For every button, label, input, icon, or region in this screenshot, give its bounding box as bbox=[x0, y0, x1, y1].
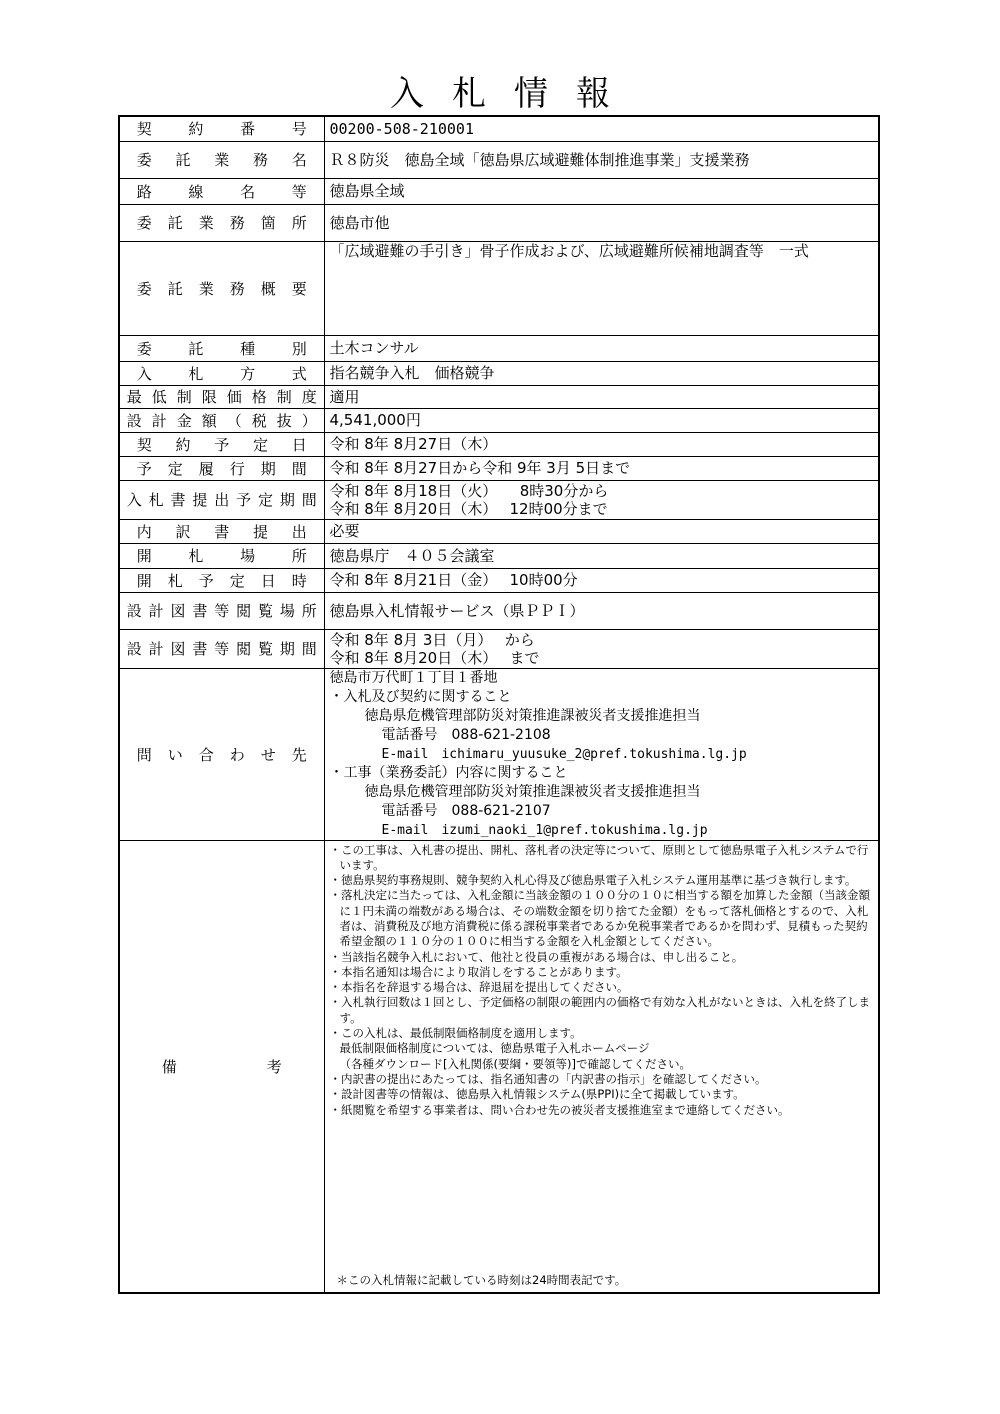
label-design-amount: 設計金額（税抜） bbox=[126, 411, 317, 430]
label-opening-place: 開札場所 bbox=[136, 547, 307, 565]
row-notes bbox=[119, 840, 879, 1293]
label-bid-submit: 入札書提出予定期間 bbox=[126, 491, 317, 509]
row-design-amount bbox=[119, 408, 879, 432]
value-task-name: Ｒ８防災 徳島全域「徳島県広域避難体制推進事業」支援業務 bbox=[324, 141, 879, 178]
row-task-name bbox=[119, 141, 879, 178]
contact-bid-dept: 徳島県危機管理部防災対策推進課被災者支援推進担当 bbox=[364, 707, 701, 724]
value-opening-place: 徳島県庁 ４０５会議室 bbox=[324, 543, 879, 568]
note-item: ・本指名を辞退する場合は、辞退届を提出してください。 bbox=[329, 980, 629, 995]
row-location bbox=[119, 204, 879, 241]
note-item: ・落札決定に当たっては、入札金額に当該金額の１００分の１０に相当する額を加算した金額（当該金額に１円未満の端数がある場合は、その端数金額を切り捨てた金額）をもって落札価格とするので、入札者は、消費税及び地方消費税に係る課税事業者であるか免税事業者であるかを問わず、見積もった契約希望金額の１１０分の１００に相当する金額を入札金額としてください。 bbox=[329, 888, 870, 949]
row-breakdown bbox=[119, 519, 879, 543]
value-min-price: 適用 bbox=[324, 385, 879, 408]
row-bid-submit bbox=[119, 480, 879, 519]
label-notes: 備考 bbox=[161, 1057, 282, 1076]
row-view-period bbox=[119, 629, 879, 668]
value-breakdown: 必要 bbox=[324, 519, 879, 543]
contact-bid-email: E-mail ichimaru_yuusuke_2@pref.tokushima.lg.jp bbox=[381, 746, 747, 762]
contact-bid-heading: ・入札及び契約に関すること bbox=[329, 688, 512, 705]
note-item: ・紙閲覧を希望する事業者は、問い合わせ先の被災者支援推進室まで連絡してください。 bbox=[329, 1102, 790, 1117]
notes-footer: ＊この入札情報に記載している時刻は24時間表記です。 bbox=[336, 1272, 627, 1287]
row-view-place bbox=[119, 592, 879, 629]
note-item: ・設計図書等の情報は、徳島県入札情報システム(県PPI)に全て掲載しています。 bbox=[329, 1087, 745, 1102]
row-period bbox=[119, 456, 879, 480]
notes-cell bbox=[324, 840, 879, 1293]
value-bid-submit-end: 令和 8年 8月20日（木） 12時00分まで bbox=[329, 499, 608, 518]
label-route: 路線名等 bbox=[136, 182, 307, 201]
value-location: 徳島市他 bbox=[324, 204, 879, 241]
row-summary bbox=[119, 241, 879, 335]
note-item: ・この工事は、入札書の提出、開札、落札者の決定等について、原則として徳島県電子入札システムで行います。 bbox=[329, 842, 869, 872]
label-type: 委託種別 bbox=[136, 339, 307, 358]
label-contract-date: 契約予定日 bbox=[136, 435, 307, 454]
value-method: 指名競争入札 価格競争 bbox=[324, 361, 879, 385]
note-item: ・当該指名競争入札において、他社と役員の重複がある場合は、申し出ること。 bbox=[329, 949, 744, 964]
contact-work-email: E-mail izumi_naoki_1@pref.tokushima.lg.jp bbox=[381, 822, 708, 838]
value-contract-date: 令和 8年 8月27日（木） bbox=[324, 432, 879, 456]
label-task-name: 委託業務名 bbox=[136, 151, 307, 169]
label-contact: 問い合わせ先 bbox=[136, 745, 307, 764]
label-period: 予定履行期間 bbox=[136, 459, 307, 478]
value-view-place: 徳島県入札情報サービス（県ＰＰＩ） bbox=[324, 592, 879, 629]
label-summary: 委託業務概要 bbox=[136, 279, 307, 298]
label-location: 委託業務箇所 bbox=[136, 214, 307, 232]
label-opening-date: 開札予定日時 bbox=[136, 571, 307, 590]
note-item: ・内訳書の提出にあたっては、指名通知書の「内訳書の指示」を確認してください。 bbox=[329, 1071, 767, 1086]
label-view-place: 設計図書等閲覧場所 bbox=[126, 602, 317, 620]
contact-work-dept: 徳島県危機管理部防災対策推進課被災者支援推進担当 bbox=[364, 783, 701, 800]
value-summary: 「広域避難の手引き」骨子作成および、広域避難所候補地調査等 一式 bbox=[324, 241, 879, 335]
row-type bbox=[119, 335, 879, 361]
row-opening-place bbox=[119, 543, 879, 568]
value-opening-date: 令和 8年 8月21日（金） 10時00分 bbox=[324, 568, 879, 592]
value-period: 令和 8年 8月27日から令和 9年 3月 5日まで bbox=[324, 456, 879, 480]
contact-address: 徳島市万代町１丁目１番地 bbox=[329, 669, 498, 686]
note-item: ・徳島県契約事務規則、競争契約入札心得及び徳島県電子入札システム運用基準に基づき執行します。 bbox=[329, 873, 857, 888]
page-title: 入札情報 bbox=[390, 74, 638, 114]
row-contract-date bbox=[119, 432, 879, 456]
note-item: ・本指名通知は場合により取消しをすることがあります。 bbox=[329, 964, 628, 979]
note-item: 最低制限価格制度については、徳島県電子入札ホームページ bbox=[339, 1041, 650, 1056]
contact-bid-tel: 電話番号 088-621-2108 bbox=[381, 726, 551, 743]
note-item: （各種ダウンロード[入札関係(要綱・要領等)]で確認してください。 bbox=[339, 1056, 691, 1071]
label-breakdown: 内訳書提出 bbox=[136, 522, 307, 541]
note-item: ・入札執行回数は１回とし、予定価格の制限の範囲内の価格で有効な入札がないときは、入札を終了します。 bbox=[329, 995, 870, 1025]
label-view-period: 設計図書等閲覧期間 bbox=[126, 640, 317, 658]
value-route: 徳島県全域 bbox=[324, 178, 879, 204]
contact-work-heading: ・工事（業務委託）内容に関すること bbox=[329, 764, 568, 781]
row-method bbox=[119, 361, 879, 385]
row-contact bbox=[119, 668, 879, 840]
value-view-period-end: 令和 8年 8月20日（木） まで bbox=[329, 648, 540, 667]
row-route bbox=[119, 178, 879, 204]
label-method: 入札方式 bbox=[136, 364, 307, 383]
row-opening-date bbox=[119, 568, 879, 592]
note-item: ・この入札は、最低制限価格制度を適用します。 bbox=[329, 1026, 582, 1041]
row-contract-no bbox=[119, 116, 879, 141]
value-bid-submit-start: 令和 8年 8月18日（火） 8時30分から bbox=[329, 481, 609, 500]
contact-work-tel: 電話番号 088-621-2107 bbox=[381, 802, 551, 819]
label-contract-no: 契約番号 bbox=[136, 120, 307, 139]
value-contract-no: 00200-508-210001 bbox=[324, 116, 879, 141]
label-min-price: 最低制限価格制度 bbox=[126, 388, 317, 406]
row-min-price bbox=[119, 385, 879, 408]
value-view-period-start: 令和 8年 8月 3日（月） から bbox=[329, 630, 535, 649]
value-design-amount: 4,541,000円 bbox=[324, 408, 879, 432]
bid-info-table bbox=[118, 115, 880, 1294]
value-type: 土木コンサル bbox=[324, 335, 879, 361]
